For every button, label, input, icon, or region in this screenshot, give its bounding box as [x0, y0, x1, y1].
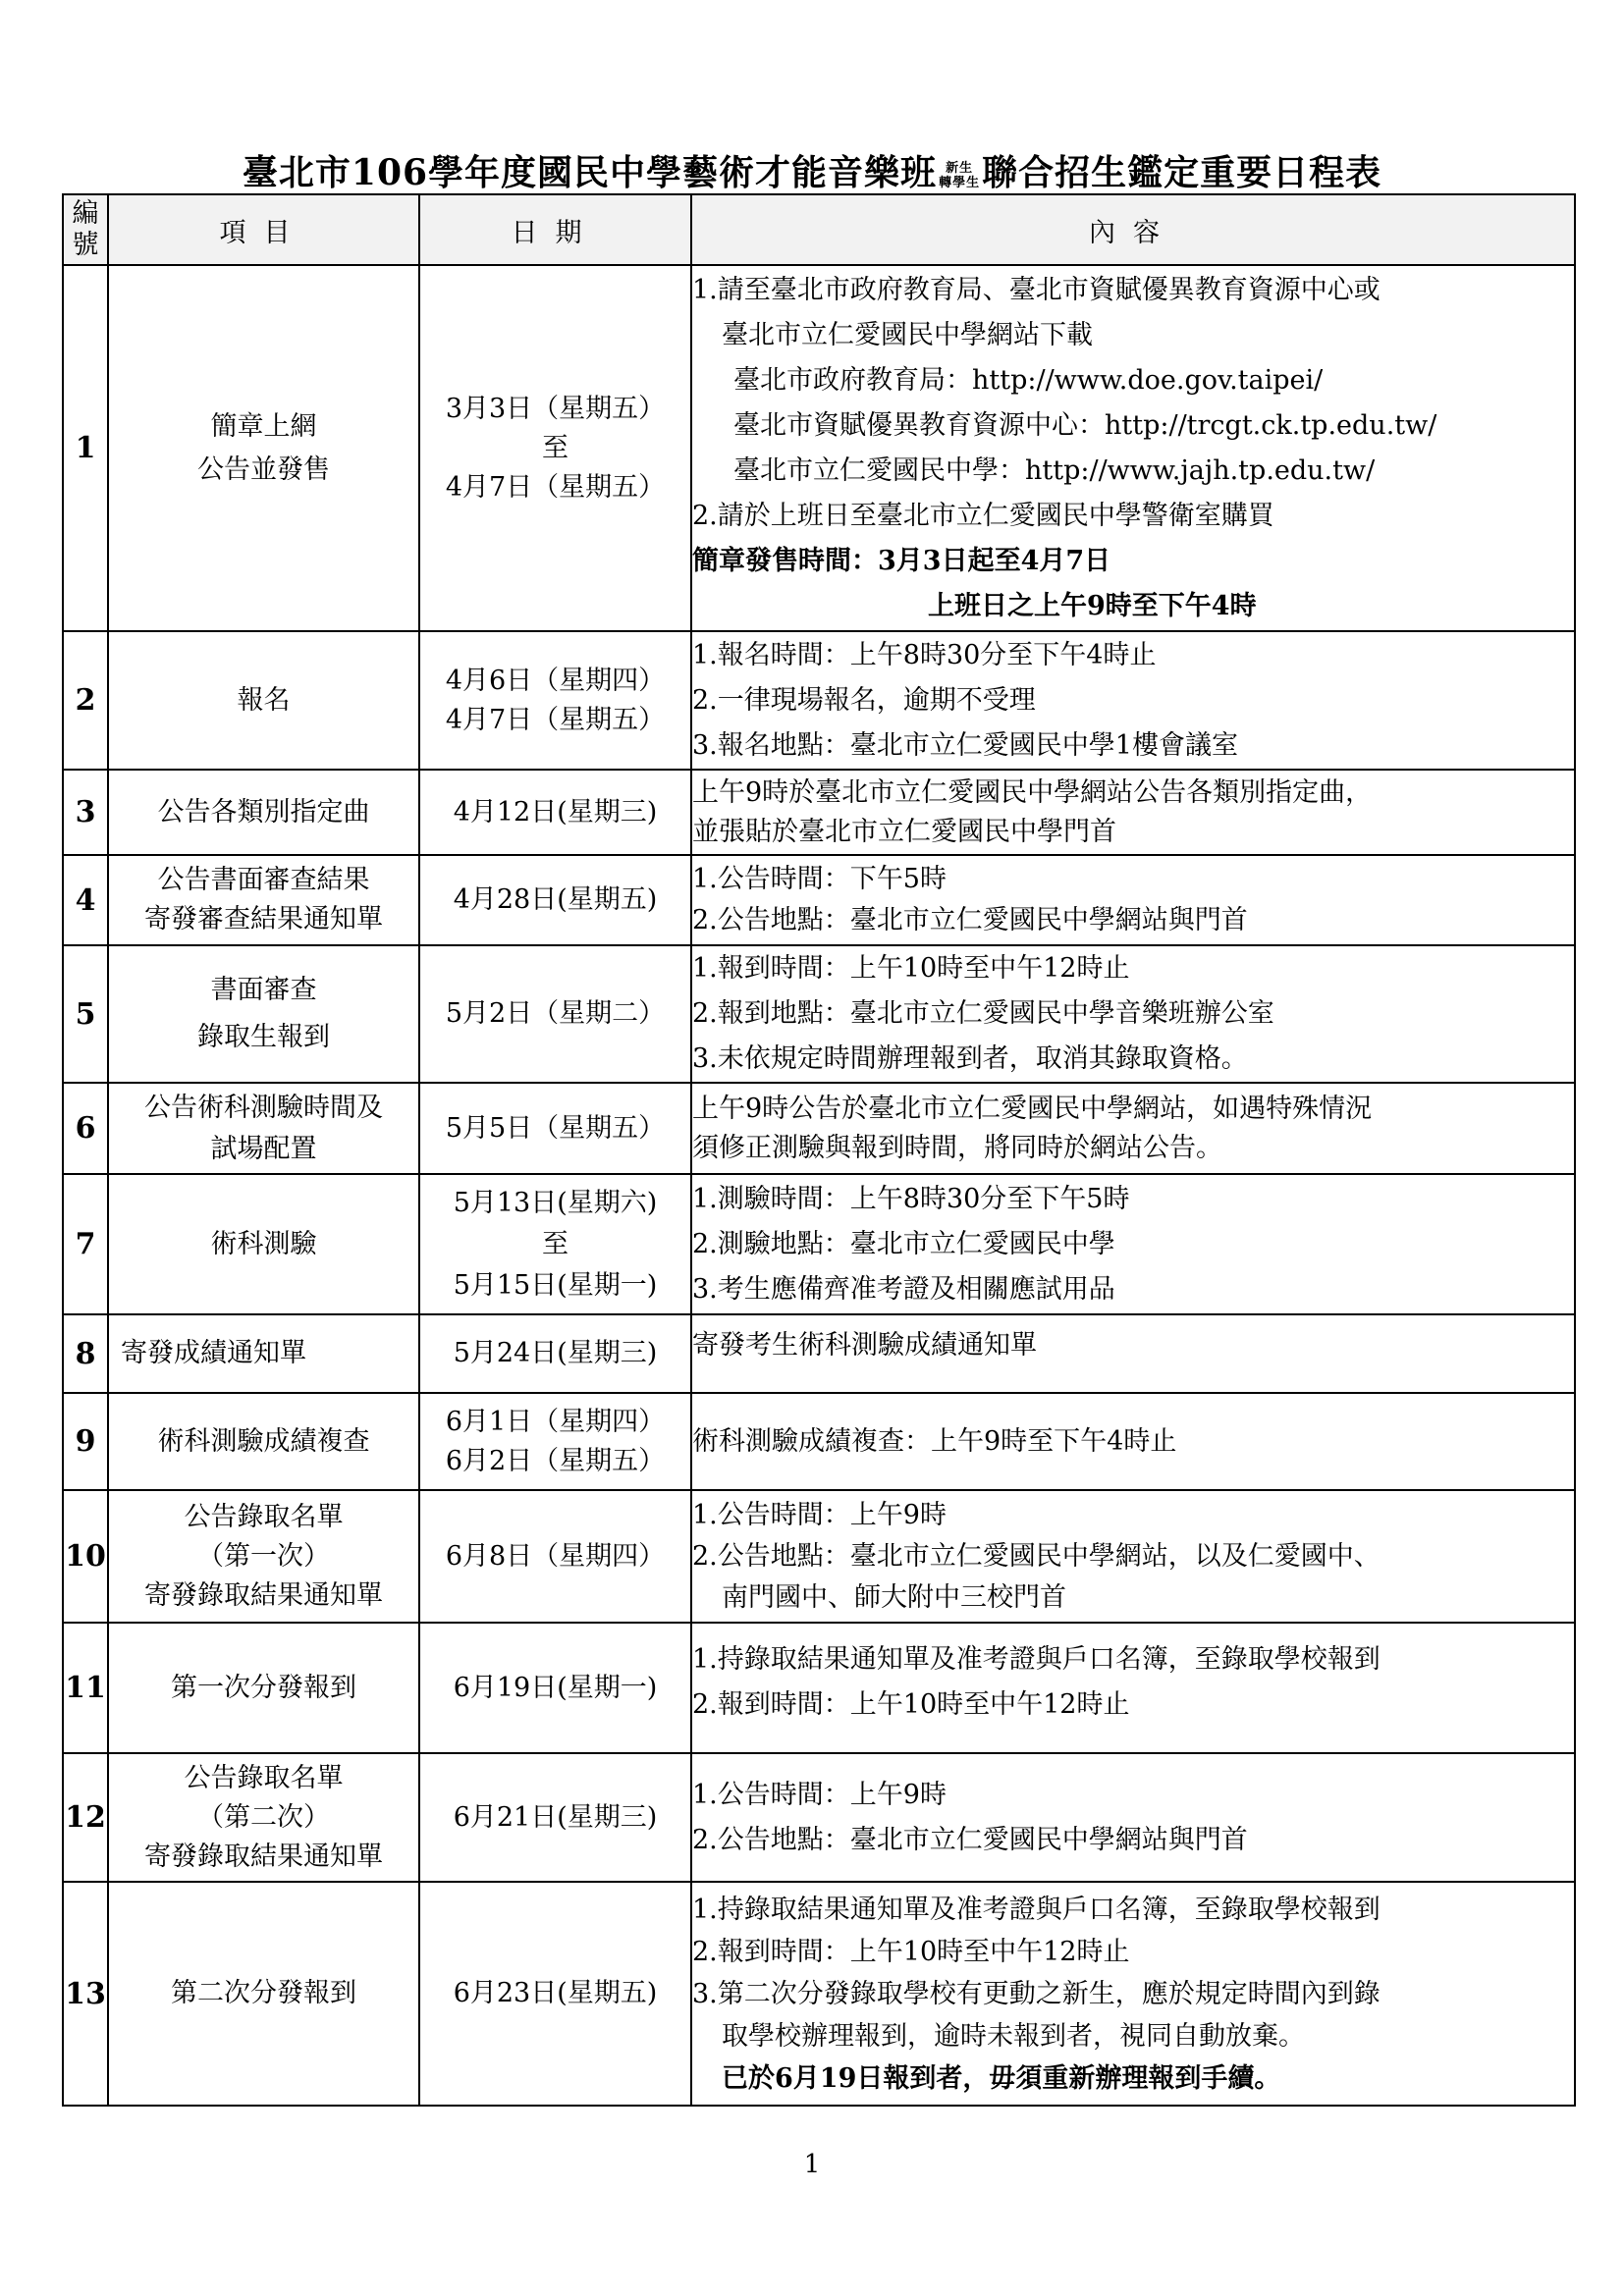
- table-row: [63, 1753, 1575, 1882]
- row-item: [108, 631, 419, 770]
- row-content: [691, 855, 1575, 945]
- item-line: 簡章上網: [210, 410, 317, 442]
- row-number: 11: [63, 1623, 108, 1753]
- table-row: [63, 770, 1575, 855]
- header-no: 編號: [63, 194, 108, 265]
- row-number: 6: [63, 1083, 108, 1174]
- row-number: 9: [63, 1393, 108, 1490]
- date-line: 6月8日（星期四）: [445, 1540, 666, 1572]
- row-content: [691, 265, 1575, 631]
- content-line: 上午9時公告於臺北市立仁愛國民中學網站，如遇特殊情況: [692, 1093, 1373, 1124]
- row-content: [691, 1083, 1575, 1174]
- row-content: [691, 1623, 1575, 1753]
- content-line: 臺北市資賦優異教育資源中心：http://trcgt.ck.tp.edu.tw/: [733, 409, 1437, 441]
- row-date: [419, 1314, 691, 1393]
- content-line: 1.公告時間：下午5時: [692, 864, 947, 894]
- row-date: [419, 631, 691, 770]
- date-line: 4月7日（星期五）: [445, 471, 666, 503]
- content-line: 2.測驗地點：臺北市立仁愛國民中學: [692, 1228, 1115, 1259]
- table-row: [63, 1393, 1575, 1490]
- content-line: 術科測驗成績複查：上午9時至下午4時止: [692, 1425, 1177, 1457]
- content-line: 3.第二次分發錄取學校有更動之新生，應於規定時間內到錄: [692, 1978, 1380, 2009]
- content-line: 2.一律現場報名，逾期不受理: [692, 684, 1036, 716]
- row-content: [691, 1314, 1575, 1393]
- date-line: 至: [542, 1228, 568, 1259]
- content-line: 1.測驗時間：上午8時30分至下午5時: [692, 1183, 1130, 1214]
- content-line: 1.請至臺北市政府教育局、臺北市資賦優異教育資源中心或: [692, 274, 1380, 305]
- date-line: 5月2日（星期二）: [445, 998, 666, 1029]
- date-line: 4月7日（星期五）: [445, 704, 666, 735]
- row-date: [419, 1174, 691, 1314]
- row-date: [419, 770, 691, 855]
- content-line: 2.報到地點：臺北市立仁愛國民中學音樂班辦公室: [692, 998, 1274, 1029]
- header-item: 項目: [108, 194, 419, 265]
- row-item: [108, 770, 419, 855]
- content-line: 1.持錄取結果通知單及准考證與戶口名簿，至錄取學校報到: [692, 1644, 1380, 1675]
- content-line: 並張貼於臺北市立仁愛國民中學門首: [692, 816, 1116, 847]
- row-item: [108, 945, 419, 1083]
- row-date: [419, 265, 691, 631]
- item-line: 公告錄取名單: [184, 1501, 344, 1532]
- title-main-before: 臺北市106學年度國民中學藝術才能音樂班: [242, 152, 938, 193]
- date-line: 6月23日(星期五): [453, 1978, 658, 2008]
- item-line: 第一次分發報到: [171, 1672, 356, 1703]
- title-subscript: [939, 161, 980, 190]
- row-content: [691, 770, 1575, 855]
- content-line: 2.請於上班日至臺北市立仁愛國民中學警衛室購買: [692, 500, 1274, 531]
- item-line: 公告並發售: [197, 454, 330, 485]
- row-content: [691, 1393, 1575, 1490]
- item-line: 寄發錄取結果通知單: [144, 1579, 383, 1611]
- item-line: 術科測驗成績複查: [157, 1425, 370, 1457]
- content-line: 1.報名時間：上午8時30分至下午4時止: [692, 639, 1157, 670]
- table-row: [63, 1314, 1575, 1393]
- content-line: 3.報名地點：臺北市立仁愛國民中學1樓會議室: [692, 729, 1238, 761]
- row-item: [108, 1753, 419, 1882]
- table-row: [63, 1174, 1575, 1314]
- date-line: 4月6日（星期四）: [445, 665, 666, 696]
- row-content: [691, 1174, 1575, 1314]
- content-line: 2.報到時間：上午10時至中午12時止: [692, 1689, 1130, 1720]
- row-number: 10: [63, 1490, 108, 1623]
- row-content: [691, 631, 1575, 770]
- row-number: 8: [63, 1314, 108, 1393]
- row-date: [419, 945, 691, 1083]
- row-date: [419, 1393, 691, 1490]
- row-content: [691, 1490, 1575, 1623]
- row-content: [691, 1882, 1575, 2106]
- table-row: [63, 945, 1575, 1083]
- content-line: 3.未依規定時間辦理報到者，取消其錄取資格。: [692, 1043, 1248, 1074]
- row-item: [108, 1174, 419, 1314]
- content-line: 1.公告時間：上午9時: [692, 1779, 947, 1810]
- content-line: 臺北市政府教育局：http://www.doe.gov.taipei/: [733, 364, 1324, 396]
- item-line: （第二次）: [197, 1801, 330, 1833]
- title-sub-bottom: 轉學生: [939, 176, 981, 190]
- table-row: [63, 1490, 1575, 1623]
- content-line: 1.報到時間：上午10時至中午12時止: [692, 953, 1130, 984]
- item-line: 寄發審查結果通知單: [144, 904, 383, 934]
- item-line: 術科測驗: [210, 1228, 317, 1259]
- content-line: 2.報到時間：上午10時至中午12時止: [692, 1936, 1130, 1967]
- item-line: 書面審查: [210, 975, 317, 1005]
- row-item: [108, 1490, 419, 1623]
- content-line: 2.公告地點：臺北市立仁愛國民中學網站與門首: [692, 1824, 1248, 1855]
- date-line: 6月1日（星期四）: [445, 1406, 666, 1437]
- date-line: 3月3日（星期五）: [445, 393, 666, 424]
- row-number: 1: [63, 265, 108, 631]
- item-line: 公告書面審查結果: [157, 865, 370, 895]
- date-line: 5月15日(星期一): [453, 1269, 658, 1301]
- date-line: 6月19日(星期一): [453, 1672, 658, 1703]
- row-number: 3: [63, 770, 108, 855]
- content-line: 取學校辦理報到，逾時未報到者，視同自動放棄。: [722, 2020, 1305, 2052]
- item-line: 錄取生報到: [197, 1022, 330, 1052]
- row-item: [108, 1314, 419, 1393]
- date-line: 6月21日(星期三): [453, 1801, 658, 1833]
- content-line: 2.公告地點：臺北市立仁愛國民中學網站，以及仁愛國中、: [692, 1540, 1380, 1572]
- schedule-table: [62, 193, 1576, 2107]
- row-number: 12: [63, 1753, 108, 1882]
- item-line: 公告術科測驗時間及: [144, 1092, 383, 1123]
- content-line: 2.公告地點：臺北市立仁愛國民中學網站與門首: [692, 905, 1248, 935]
- item-line: 第二次分發報到: [171, 1978, 356, 2008]
- row-number: 13: [63, 1882, 108, 2106]
- item-line: 寄發錄取結果通知單: [144, 1841, 383, 1872]
- item-line: 試場配置: [210, 1133, 317, 1164]
- date-line: 4月28日(星期五): [453, 884, 658, 915]
- row-date: [419, 1083, 691, 1174]
- row-date: [419, 1623, 691, 1753]
- row-number: 5: [63, 945, 108, 1083]
- row-item: [108, 265, 419, 631]
- table-row: [63, 1623, 1575, 1753]
- content-line: 已於6月19日報到者，毋須重新辦理報到手續。: [722, 2062, 1281, 2094]
- item-line: 寄發成績通知單: [121, 1338, 306, 1368]
- row-item: [108, 1623, 419, 1753]
- page-title: [0, 145, 1624, 195]
- date-line: 6月2日（星期五）: [445, 1445, 666, 1476]
- page-number: 1: [803, 2150, 821, 2179]
- row-item: [108, 1083, 419, 1174]
- content-line: 上午9時於臺北市立仁愛國民中學網站公告各類別指定曲，: [692, 776, 1373, 808]
- table-header-row: [63, 194, 1575, 265]
- row-item: [108, 1393, 419, 1490]
- row-date: [419, 855, 691, 945]
- content-line: 3.考生應備齊准考證及相關應試用品: [692, 1273, 1115, 1305]
- title-sub-top: 新生: [946, 161, 974, 176]
- row-content: [691, 945, 1575, 1083]
- content-line: 1.公告時間：上午9時: [692, 1499, 947, 1530]
- item-line: 報名: [237, 684, 291, 716]
- item-line: 公告錄取名單: [184, 1762, 344, 1793]
- item-line: 公告各類別指定曲: [157, 796, 370, 828]
- content-line: 須修正測驗與報到時間，將同時於網站公告。: [692, 1132, 1222, 1163]
- date-line: 至: [542, 432, 568, 463]
- row-number: 4: [63, 855, 108, 945]
- row-content: [691, 1753, 1575, 1882]
- item-line: （第一次）: [197, 1540, 330, 1572]
- table-row: [63, 855, 1575, 945]
- table-row: [63, 1083, 1575, 1174]
- row-number: 2: [63, 631, 108, 770]
- title-main-after: 聯合招生鑑定重要日程表: [982, 152, 1382, 193]
- content-line: 南門國中、師大附中三校門首: [722, 1581, 1066, 1613]
- content-line: 簡章發售時間：3月3日起至4月7日: [692, 545, 1111, 576]
- row-number: 7: [63, 1174, 108, 1314]
- row-date: [419, 1882, 691, 2106]
- row-date: [419, 1753, 691, 1882]
- content-line: 上班日之上午9時至下午4時: [928, 590, 1257, 621]
- date-line: 5月24日(星期三): [453, 1338, 658, 1368]
- row-item: [108, 855, 419, 945]
- table-row: [63, 265, 1575, 631]
- table-row: [63, 631, 1575, 770]
- date-line: 5月13日(星期六): [453, 1187, 658, 1218]
- content-line: 臺北市立仁愛國民中學：http://www.jajh.tp.edu.tw/: [733, 454, 1376, 486]
- content-line: 臺北市立仁愛國民中學網站下載: [722, 319, 1093, 350]
- date-line: 4月12日(星期三): [453, 796, 658, 828]
- row-date: [419, 1490, 691, 1623]
- header-date: 日期: [419, 194, 691, 265]
- table-row: [63, 1882, 1575, 2106]
- content-line: 1.持錄取結果通知單及准考證與戶口名簿，至錄取學校報到: [692, 1894, 1380, 1925]
- row-item: [108, 1882, 419, 2106]
- header-content: 內容: [691, 194, 1575, 265]
- date-line: 5月5日（星期五）: [445, 1112, 666, 1144]
- content-line: 寄發考生術科測驗成績通知單: [692, 1330, 1037, 1361]
